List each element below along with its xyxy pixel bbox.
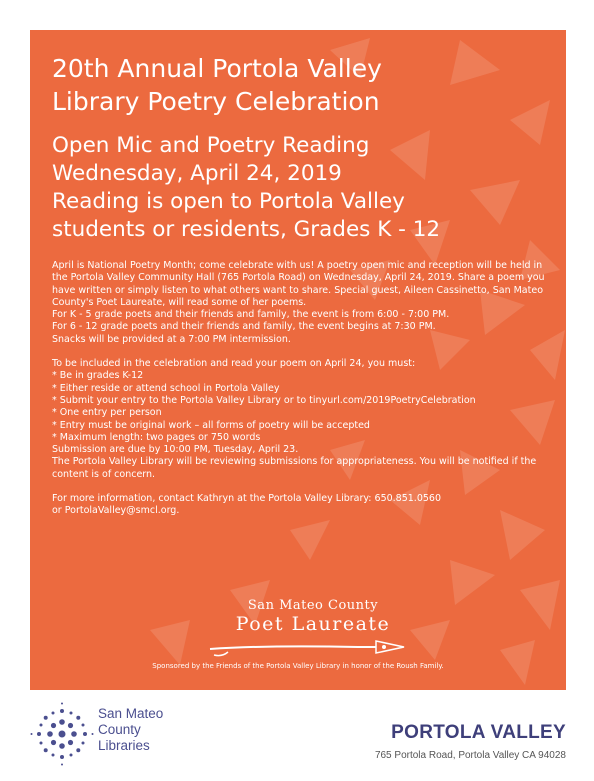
requirement-item: * Maximum length: two pages or 750 words (52, 431, 261, 443)
branch-name: PORTOLA VALLEY (391, 722, 566, 743)
subtitle-line-3: Reading is open to Portola Valley (52, 189, 405, 214)
deadline-note: Submission are due by 10:00 PM, Tuesday, April 23. (52, 444, 299, 456)
subtitle-line-1: Open Mic and Poetry Reading (52, 133, 370, 158)
intro-paragraph: April is National Poetry Month; come celebrate with us! A poetry open mic and reception will be held in the Portola Valley Community Hall (765 Portola Road) on Wednesday, April 24, 2019. Share a poem you have written or simply listen to what others want to share. Special guest, Aileen Cassinetto, San Mateo County's Poet Laureate, will read some of her poems. (52, 260, 545, 308)
requirement-item: * One entry per person (52, 407, 162, 419)
library-line-3: Libraries (98, 738, 150, 753)
requirement-item: * Be in grades K-12 (52, 370, 144, 382)
requirements-intro: To be included in the celebration and read your poem on April 24, you must: (52, 358, 416, 370)
subtitle-line-2: Wednesday, April 24, 2019 (52, 161, 342, 186)
requirement-item: * Either reside or attend school in Portola Valley (52, 382, 280, 394)
poet-logo-line-2: Poet Laureate (235, 613, 391, 635)
grade-6-12-schedule: For 6 - 12 grade poets and their friends and family, the event begins at 7:30 PM. (52, 321, 436, 333)
poster-content (52, 52, 552, 518)
branch-address: 765 Portola Road, Portola Valley CA 94028 (374, 750, 566, 761)
requirement-item: * Entry must be original work – all forms of poetry will be accepted (52, 419, 370, 431)
title-line-2: Library Poetry Celebration (52, 87, 380, 116)
requirements-list (52, 370, 552, 444)
poet-laureate-logo (198, 598, 428, 663)
sponsor-note: Sponsored by the Friends of the Portola Valley Library in honor of the Roush Family. (152, 662, 444, 670)
contact-line-1: For more information, contact Kathryn at the Portola Valley Library: 650.851.0560 (52, 493, 442, 505)
event-title (52, 52, 552, 118)
library-wordmark (98, 706, 163, 754)
pen-nib-icon (208, 635, 418, 659)
subtitle-line-4: students or residents, Grades K - 12 (52, 217, 441, 242)
poet-logo-line-1: San Mateo County (247, 598, 379, 613)
title-line-1: 20th Annual Portola Valley (52, 54, 382, 83)
event-subtitle (52, 132, 552, 244)
event-details (52, 260, 552, 518)
k5-schedule: For K - 5 grade poets and their friends and family, the event is from 6:00 - 7:00 PM. (52, 309, 450, 321)
snacks-note: Snacks will be provided at a 7:00 PM intermission. (52, 333, 291, 345)
library-line-2: County (98, 722, 141, 737)
poster (30, 30, 566, 690)
branch-info (375, 722, 566, 761)
smc-libraries-logo (30, 700, 280, 770)
requirement-item: * Submit your entry to the Portola Valley Library or to tinyurl.com/2019PoetryCelebration (52, 394, 476, 406)
review-note: The Portola Valley Library will be reviewing submissions for appropriateness. You will be notified if the content is of concern. (52, 456, 537, 480)
library-line-1: San Mateo (98, 706, 164, 721)
contact-line-2: or PortolaValley@smcl.org. (52, 505, 180, 517)
dots-starburst-icon (30, 702, 94, 766)
